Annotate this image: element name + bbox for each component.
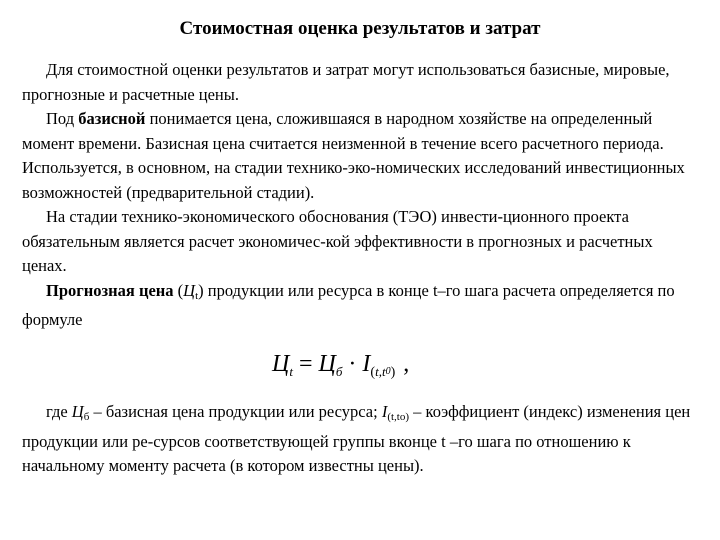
formula-trail: , <box>403 351 410 377</box>
paragraph-price-types: Для стоимостной оценки результатов и затрат могут использоваться базисные, мировые, прогнозные и расчетные цены. <box>22 60 670 104</box>
symbol-base-price: Ц <box>71 402 84 421</box>
formula-base: Ц <box>318 351 336 377</box>
formula-dot: · <box>348 351 357 377</box>
text: ) продукции или ресурса в конце t–го шага расчета определяется по формуле <box>22 280 675 329</box>
paragraph-feasibility: На стадии технико-экономического обоснования (ТЭО) инвести-ционного проекта обязательным является расчет экономичес-кой эффективности в прогнозных и расчетных ценах. <box>22 207 653 275</box>
formula-index-sub-comma: , <box>378 364 382 379</box>
text: ( <box>173 280 184 300</box>
symbol-index-subscript: (t,to) <box>387 411 410 423</box>
symbol-subscript: t <box>195 289 199 302</box>
formula-index: I <box>362 351 371 377</box>
price-formula <box>272 351 409 381</box>
symbol-price: Ц <box>183 280 196 300</box>
slide-title: Стоимостная оценка результатов и затрат <box>179 18 541 39</box>
text: понимается цена, сложившаяся в народном хозяйстве на определенный момент времени. Базисная цена считается неизменной в течение всего расчетного периода. Используется, в основном, на стадии технико-эко-номических исследований инвестиционных возможностей (предварительной стадии). <box>22 109 685 202</box>
text: где <box>46 402 72 421</box>
text: Под <box>46 109 79 128</box>
slide-body <box>22 58 700 333</box>
formula-base-sub: б <box>335 364 343 379</box>
slide-body-continued <box>22 400 700 479</box>
formula-lhs-sub: t <box>289 364 293 379</box>
text: – коэффициент (индекс) изменения цен продукции или ре-сурсов соответствующей группы вконце t –го шага по отношению к начальному моменту расчета (в котором известны цены). <box>22 402 691 475</box>
formula-index-sub-t: t <box>375 364 379 379</box>
term-base: базисной <box>78 109 146 128</box>
paragraph-base-price <box>22 107 700 205</box>
formula-equals: = <box>298 351 313 377</box>
formula-index-sub-close: ) <box>390 365 396 380</box>
formula-index-sub-open: ( <box>370 365 376 380</box>
symbol-base-subscript: б <box>83 411 90 423</box>
paragraph-where <box>22 400 700 479</box>
formula-lhs: Ц <box>272 351 290 377</box>
formula-index-sub-t0: t <box>381 364 386 379</box>
term-forecast: Прогнозная цена <box>46 280 174 300</box>
symbol-index: I <box>381 402 388 421</box>
formula-index-sub-zero: 0 <box>385 366 391 377</box>
text: – базисная цена продукции или ресурса; <box>89 402 382 421</box>
paragraph-forecast-price <box>22 279 700 333</box>
